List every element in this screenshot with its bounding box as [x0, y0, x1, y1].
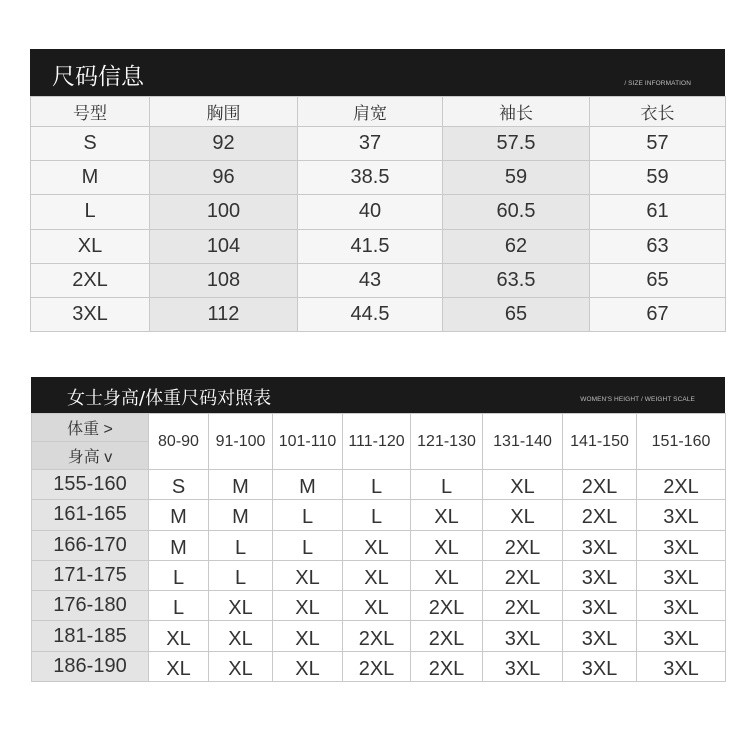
- recommended-size-cell: L: [343, 500, 411, 530]
- measurement-cell: 96: [150, 161, 298, 195]
- measurement-cell: 59: [590, 161, 726, 195]
- recommended-size-cell: XL: [209, 621, 273, 651]
- recommended-size-cell: 3XL: [483, 621, 563, 651]
- recommended-size-cell: L: [149, 560, 209, 590]
- height-range-cell: 166-170: [32, 530, 149, 560]
- size-info-subtitle: / SIZE INFORMATION: [624, 80, 691, 87]
- height-range-cell: 155-160: [32, 470, 149, 500]
- size-info-row: [31, 161, 726, 195]
- recommended-size-cell: XL: [273, 591, 343, 621]
- recommended-size-cell: 2XL: [411, 621, 483, 651]
- weight-range-header: 131-140: [483, 414, 563, 470]
- measurement-cell: 41.5: [298, 229, 443, 263]
- recommended-size-cell: 3XL: [563, 560, 637, 590]
- recommended-size-cell: XL: [149, 651, 209, 681]
- measurement-cell: 65: [443, 297, 590, 331]
- recommended-size-cell: 3XL: [637, 500, 726, 530]
- recommended-size-cell: M: [149, 500, 209, 530]
- height-range-cell: 181-185: [32, 621, 149, 651]
- recommended-size-cell: M: [209, 470, 273, 500]
- recommended-size-cell: 2XL: [483, 591, 563, 621]
- size-info-panel: [30, 49, 725, 333]
- size-info-row: [31, 195, 726, 229]
- measurement-cell: 57: [590, 127, 726, 161]
- recommended-size-cell: XL: [343, 591, 411, 621]
- measurement-cell: 59: [443, 161, 590, 195]
- recommended-size-cell: XL: [273, 621, 343, 651]
- recommended-size-cell: 2XL: [411, 591, 483, 621]
- recommended-size-cell: 2XL: [343, 621, 411, 651]
- height-range-cell: 161-165: [32, 500, 149, 530]
- recommended-size-cell: 2XL: [343, 651, 411, 681]
- weight-range-header: 141-150: [563, 414, 637, 470]
- height-range-cell: 171-175: [32, 560, 149, 590]
- size-chart-subtitle: WOMEN'S HEIGHT / WEIGHT SCALE: [580, 396, 695, 403]
- recommended-size-cell: XL: [483, 500, 563, 530]
- recommended-size-cell: XL: [273, 560, 343, 590]
- size-info-title: 尺码信息: [52, 64, 144, 90]
- recommended-size-cell: 2XL: [563, 500, 637, 530]
- size-chart-table: [31, 413, 726, 682]
- recommended-size-cell: L: [209, 560, 273, 590]
- recommended-size-cell: 3XL: [483, 651, 563, 681]
- recommended-size-cell: 3XL: [637, 560, 726, 590]
- weight-range-header: 80-90: [149, 414, 209, 470]
- recommended-size-cell: 3XL: [637, 591, 726, 621]
- recommended-size-cell: XL: [483, 470, 563, 500]
- recommended-size-cell: L: [149, 591, 209, 621]
- size-label-cell: XL: [31, 229, 150, 263]
- measurement-cell: 40: [298, 195, 443, 229]
- size-label-cell: L: [31, 195, 150, 229]
- height-axis-label: 身高 v: [32, 442, 149, 470]
- size-info-table: [30, 96, 726, 332]
- column-header: 袖长: [443, 97, 590, 127]
- recommended-size-cell: M: [149, 530, 209, 560]
- recommended-size-cell: 3XL: [563, 591, 637, 621]
- measurement-cell: 104: [150, 229, 298, 263]
- recommended-size-cell: 2XL: [637, 470, 726, 500]
- size-info-row: [31, 263, 726, 297]
- weight-range-header: 91-100: [209, 414, 273, 470]
- recommended-size-cell: XL: [343, 530, 411, 560]
- measurement-cell: 43: [298, 263, 443, 297]
- weight-range-header: 101-110: [273, 414, 343, 470]
- measurement-cell: 37: [298, 127, 443, 161]
- height-range-cell: 186-190: [32, 651, 149, 681]
- recommended-size-cell: XL: [149, 621, 209, 651]
- measurement-cell: 108: [150, 263, 298, 297]
- measurement-cell: 63.5: [443, 263, 590, 297]
- recommended-size-cell: M: [209, 500, 273, 530]
- measurement-cell: 44.5: [298, 297, 443, 331]
- recommended-size-cell: 3XL: [563, 621, 637, 651]
- size-label-cell: 2XL: [31, 263, 150, 297]
- recommended-size-cell: 3XL: [563, 530, 637, 560]
- recommended-size-cell: L: [411, 470, 483, 500]
- size-info-row: [31, 229, 726, 263]
- measurement-cell: 100: [150, 195, 298, 229]
- column-header: 号型: [31, 97, 150, 127]
- recommended-size-cell: 3XL: [637, 530, 726, 560]
- recommended-size-cell: 2XL: [483, 530, 563, 560]
- recommended-size-cell: S: [149, 470, 209, 500]
- recommended-size-cell: XL: [209, 591, 273, 621]
- recommended-size-cell: XL: [411, 500, 483, 530]
- size-info-row: [31, 297, 726, 331]
- size-chart-row: [32, 500, 726, 530]
- size-chart-panel: [31, 377, 725, 686]
- size-label-cell: M: [31, 161, 150, 195]
- recommended-size-cell: L: [209, 530, 273, 560]
- weight-range-header: 121-130: [411, 414, 483, 470]
- recommended-size-cell: M: [273, 470, 343, 500]
- recommended-size-cell: 2XL: [483, 560, 563, 590]
- weight-range-header: 111-120: [343, 414, 411, 470]
- measurement-cell: 112: [150, 297, 298, 331]
- recommended-size-cell: XL: [411, 560, 483, 590]
- size-info-header-bar: [30, 49, 725, 96]
- recommended-size-cell: XL: [273, 651, 343, 681]
- measurement-cell: 38.5: [298, 161, 443, 195]
- size-chart-row: [32, 470, 726, 500]
- column-header: 肩宽: [298, 97, 443, 127]
- recommended-size-cell: 2XL: [411, 651, 483, 681]
- size-label-cell: 3XL: [31, 297, 150, 331]
- recommended-size-cell: XL: [209, 651, 273, 681]
- measurement-cell: 57.5: [443, 127, 590, 161]
- size-info-header-row: [31, 97, 726, 127]
- size-chart-row: [32, 591, 726, 621]
- recommended-size-cell: XL: [411, 530, 483, 560]
- weight-axis-label: 体重 >: [32, 414, 149, 442]
- recommended-size-cell: 2XL: [563, 470, 637, 500]
- measurement-cell: 60.5: [443, 195, 590, 229]
- recommended-size-cell: L: [273, 500, 343, 530]
- weight-range-header: 151-160: [637, 414, 726, 470]
- measurement-cell: 65: [590, 263, 726, 297]
- recommended-size-cell: L: [273, 530, 343, 560]
- measurement-cell: 62: [443, 229, 590, 263]
- size-chart-title: 女士身高/体重尺码对照表: [67, 388, 272, 409]
- size-info-row: [31, 127, 726, 161]
- recommended-size-cell: 3XL: [637, 651, 726, 681]
- size-chart-row: [32, 560, 726, 590]
- measurement-cell: 92: [150, 127, 298, 161]
- measurement-cell: 67: [590, 297, 726, 331]
- size-chart-header-row: [32, 414, 726, 442]
- size-chart-header-bar: [31, 377, 725, 413]
- size-chart-row: [32, 651, 726, 681]
- height-range-cell: 176-180: [32, 591, 149, 621]
- size-chart-row: [32, 530, 726, 560]
- column-header: 胸围: [150, 97, 298, 127]
- recommended-size-cell: 3XL: [563, 651, 637, 681]
- recommended-size-cell: L: [343, 470, 411, 500]
- size-chart-row: [32, 621, 726, 651]
- measurement-cell: 61: [590, 195, 726, 229]
- size-label-cell: S: [31, 127, 150, 161]
- column-header: 衣长: [590, 97, 726, 127]
- measurement-cell: 63: [590, 229, 726, 263]
- recommended-size-cell: XL: [343, 560, 411, 590]
- recommended-size-cell: 3XL: [637, 621, 726, 651]
